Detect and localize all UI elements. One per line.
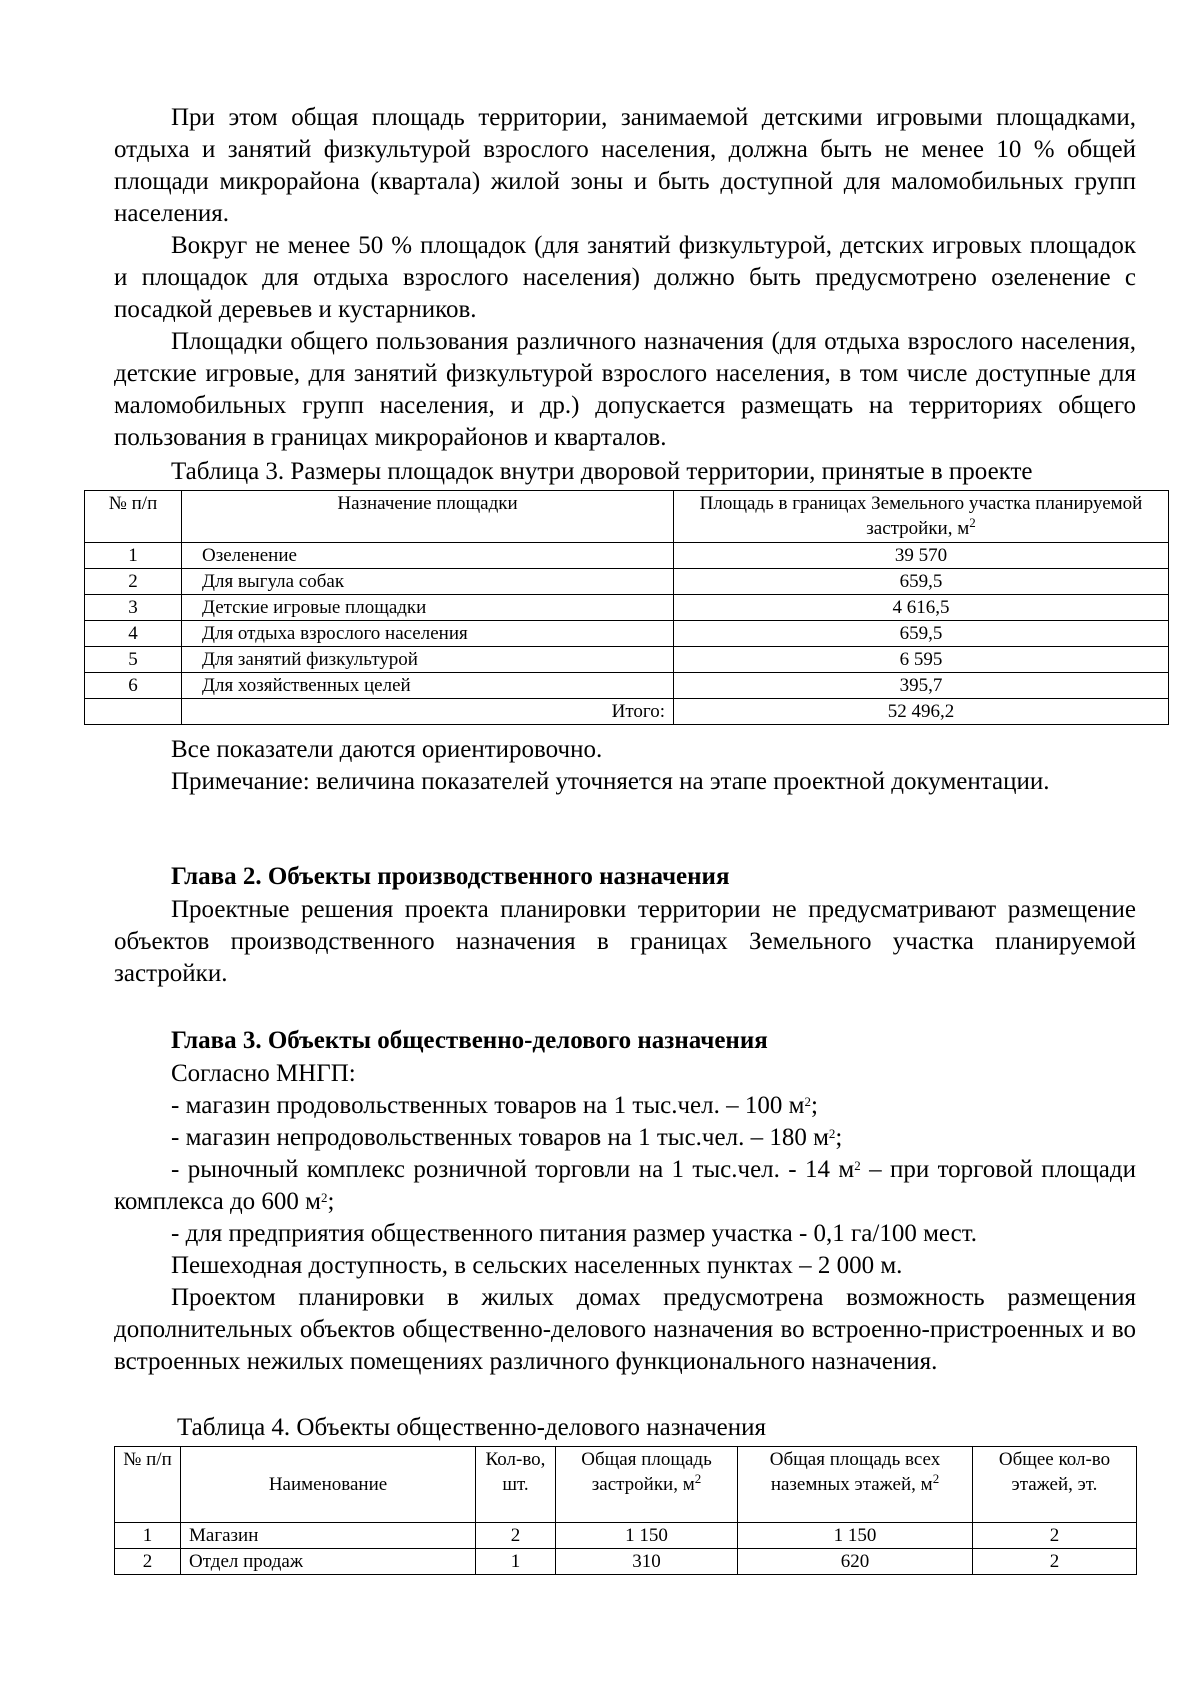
table3-header-row	[85, 491, 1169, 543]
table3-cell-name: Для отдыха взрослого населения	[182, 621, 674, 647]
chapter3-item-catering: - для предприятия общественного питания размер участка - 0,1 га/100 мест.	[171, 1220, 978, 1247]
table4-cell-floor: 1 150	[738, 1523, 973, 1549]
table-row	[85, 621, 1169, 647]
table4-cell-num: 2	[115, 1549, 181, 1575]
table3-cell-num: 1	[85, 543, 182, 569]
table3-cell-num: 4	[85, 621, 182, 647]
table4-cell-built: 310	[556, 1549, 738, 1575]
table3-header-purpose: Назначение площадки	[182, 491, 674, 543]
table3-cell-num: 5	[85, 647, 182, 673]
table3-cell-area: 659,5	[674, 621, 1169, 647]
chapter2-heading: Глава 2. Объекты производственного назначения	[171, 863, 730, 890]
table3-cell-name: Для занятий физкультурой	[182, 647, 674, 673]
paragraph-playground-area: При этом общая площадь территории, занимаемой детскими игровыми площадками, отдыха и занятий физкультурой взрослого населения, должна быть не менее 10 % общей площади микрорайона (квартала) жилой зоны и быть доступной для маломобильных групп населения.	[114, 104, 1136, 227]
table4-header-qty: Кол-во, шт.	[476, 1447, 556, 1523]
table4-header-num: № п/п	[115, 1447, 181, 1523]
table4-public-objects	[114, 1446, 1137, 1575]
table4-header-name: Наименование	[181, 1447, 476, 1523]
chapter3-walk-distance: Пешеходная доступность, в сельских населенных пунктах – 2 000 м.	[171, 1252, 903, 1279]
table3-cell-area: 4 616,5	[674, 595, 1169, 621]
table3-cell-name: Озеленение	[182, 543, 674, 569]
table3-cell-num: 3	[85, 595, 182, 621]
table3-cell-area: 6 595	[674, 647, 1169, 673]
table3-total-value: 52 496,2	[674, 699, 1169, 725]
table4-header-floors: Общее кол-во этажей, эт.	[973, 1447, 1137, 1523]
table-row	[115, 1523, 1137, 1549]
table3-cell-area: 39 570	[674, 543, 1169, 569]
table4-cell-qty: 1	[476, 1549, 556, 1575]
table4-cell-floors: 2	[973, 1549, 1137, 1575]
table3-cell-empty	[85, 699, 182, 725]
table-row	[85, 595, 1169, 621]
table4-caption: Таблица 4. Объекты общественно-делового назначения	[177, 1414, 766, 1441]
table3-playground-sizes	[84, 490, 1169, 725]
table4-cell-built: 1 150	[556, 1523, 738, 1549]
chapter2-text: Проектные решения проекта планировки территории не предусматривают размещение объектов производственного назначения в границах Земельного участка планируемой застройки.	[114, 896, 1136, 987]
table3-cell-num: 2	[85, 569, 182, 595]
table-row	[85, 543, 1169, 569]
table3-caption: Таблица 3. Размеры площадок внутри дворовой территории, принятые в проекте	[171, 458, 1033, 485]
chapter3-paragraph: Проектом планировки в жилых домах предусмотрена возможность размещения дополнительных объектов общественно-делового назначения во встроенно-пристроенных и во встроенных нежилых помещениях различного функционального назначения.	[114, 1284, 1136, 1375]
table3-cell-name: Детские игровые площадки	[182, 595, 674, 621]
table3-cell-area: 659,5	[674, 569, 1169, 595]
chapter3-item-food-store: - магазин продовольственных товаров на 1 тыс.чел. – 100 $м^2$;	[171, 1092, 818, 1119]
chapter3-item-market: - рыночный комплекс розничной торговли на 1 тыс.чел. - 14 $м^2$ – при торговой площади комплекса до 600 $м^2$;	[114, 1156, 1137, 1215]
table3-header-num: № п/п	[85, 491, 182, 543]
table3-cell-num: 6	[85, 673, 182, 699]
table4-header-floor-area: Общая площадь всех наземных этажей, $м^2$	[738, 1447, 973, 1523]
table3-cell-name: Для выгула собак	[182, 569, 674, 595]
table-row	[115, 1549, 1137, 1575]
table4-cell-num: 1	[115, 1523, 181, 1549]
paragraph-greening: Вокруг не менее 50 % площадок (для занятий физкультурой, детских игровых площадок и площадок для отдыха взрослого населения) должно быть предусмотрено озеленение с посадкой деревьев и кустарников.	[114, 232, 1136, 323]
table4-cell-floors: 2	[973, 1523, 1137, 1549]
note-clarification: Примечание: величина показателей уточняется на этапе проектной документации.	[171, 768, 1050, 795]
table4-cell-qty: 2	[476, 1523, 556, 1549]
table3-cell-name: Для хозяйственных целей	[182, 673, 674, 699]
table4-header-row	[115, 1447, 1137, 1523]
table4-cell-name: Отдел продаж	[181, 1549, 476, 1575]
table-row	[85, 647, 1169, 673]
chapter3-heading: Глава 3. Объекты общественно-делового назначения	[171, 1027, 768, 1054]
table4-cell-floor: 620	[738, 1549, 973, 1575]
chapter3-intro: Согласно МНГП:	[171, 1060, 356, 1087]
table4-cell-name: Магазин	[181, 1523, 476, 1549]
note-approximate: Все показатели даются ориентировочно.	[171, 736, 603, 763]
table3-header-area: Площадь в границах Земельного участка планируемой застройки, $м^2$	[674, 491, 1169, 543]
table3-cell-area: 395,7	[674, 673, 1169, 699]
table3-total-label: Итого:	[182, 699, 674, 725]
table-row	[85, 673, 1169, 699]
table4-header-built-area: Общая площадь застройки, $м^2$	[556, 1447, 738, 1523]
table-row	[85, 569, 1169, 595]
table3-total-row	[85, 699, 1169, 725]
paragraph-public-areas: Площадки общего пользования различного назначения (для отдыха взрослого населения, детские игровые, для занятий физкультурой взрослого населения, в том числе доступные для маломобильных групп населения, и др.) допускается размещать на территориях общего пользования в границах микрорайонов и кварталов.	[114, 328, 1136, 451]
chapter3-item-nonfood-store: - магазин непродовольственных товаров на 1 тыс.чел. – 180 $м^2$;	[171, 1124, 843, 1151]
